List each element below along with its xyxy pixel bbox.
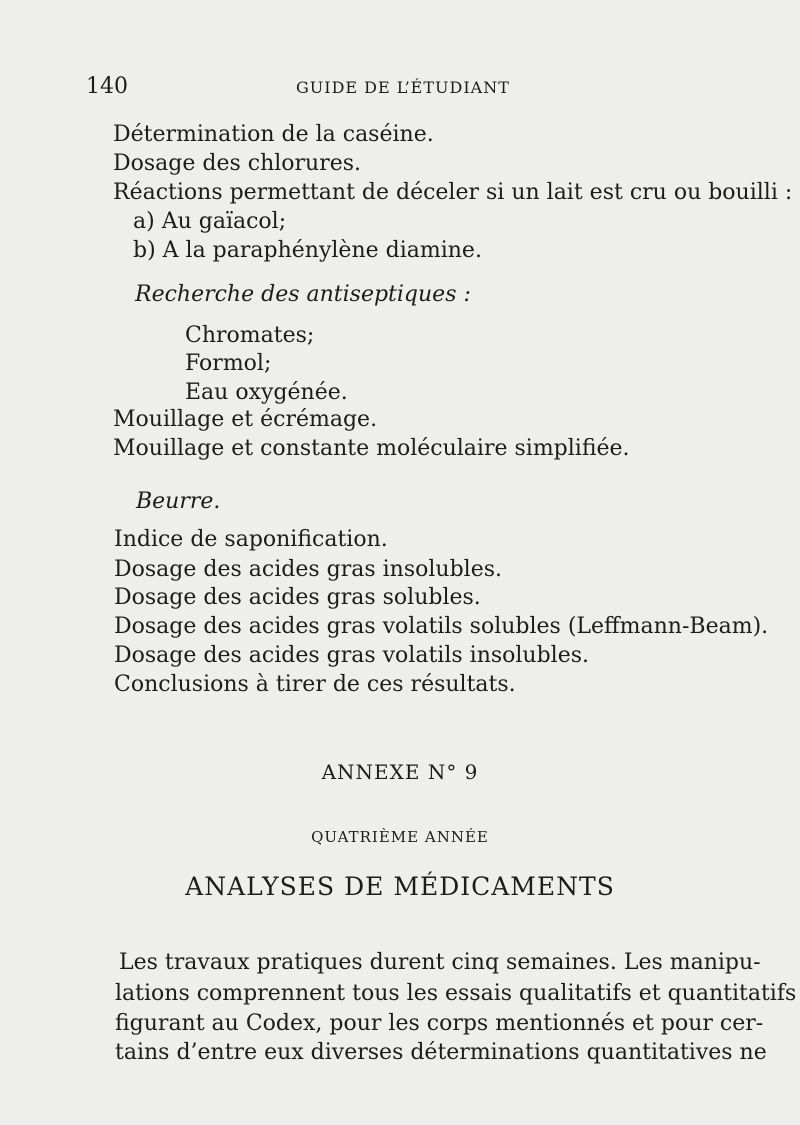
running-title: GUIDE DE L’ÉTUDIANT [296, 78, 510, 97]
paragraph-line: figurant au Codex, pour les corps mentionnés et pour cer- [115, 1011, 764, 1036]
annexe-title: ANALYSES DE MÉDICAMENTS [185, 872, 615, 901]
paragraph-line: tains d’entre eux diverses déterminations quantitatives ne [115, 1040, 767, 1065]
antiseptiques-heading: Recherche des antiseptiques : [135, 282, 471, 307]
list-item: Mouillage et écrémage. [113, 407, 378, 432]
list-item: a) Au gaïacol; [133, 209, 287, 234]
list-item: Mouillage et constante moléculaire simplifiée. [113, 436, 630, 461]
paragraph-line: Les travaux pratiques durent cinq semaines. Les manipu- [119, 950, 761, 975]
annexe-year: QUATRIÈME ANNÉE [311, 828, 489, 846]
list-item: Formol; [185, 351, 272, 376]
list-item: b) A la paraphénylène diamine. [133, 238, 482, 263]
list-item: Dosage des acides gras insolubles. [114, 557, 502, 582]
list-item: Conclusions à tirer de ces résultats. [114, 672, 516, 697]
list-item: Chromates; [185, 323, 315, 348]
list-item: Détermination de la caséine. [113, 122, 434, 147]
page-number: 140 [86, 74, 128, 99]
list-item: Dosage des acides gras volatils insolubles. [114, 643, 590, 668]
list-item: Indice de saponification. [114, 527, 388, 552]
list-item: Eau oxygénée. [185, 380, 348, 405]
list-item: Dosage des acides gras volatils solubles (Leffmann-Beam). [114, 614, 769, 639]
list-item: Réactions permettant de déceler si un lait est cru ou bouilli : [113, 180, 793, 205]
beurre-heading: Beurre. [136, 489, 221, 514]
page-header [86, 74, 746, 104]
list-item: Dosage des chlorures. [113, 151, 362, 176]
list-item: Dosage des acides gras solubles. [114, 585, 481, 610]
paragraph-line: lations comprennent tous les essais qualitatifs et quantitatifs [115, 981, 797, 1006]
annexe-label: ANNEXE N° 9 [321, 760, 479, 784]
